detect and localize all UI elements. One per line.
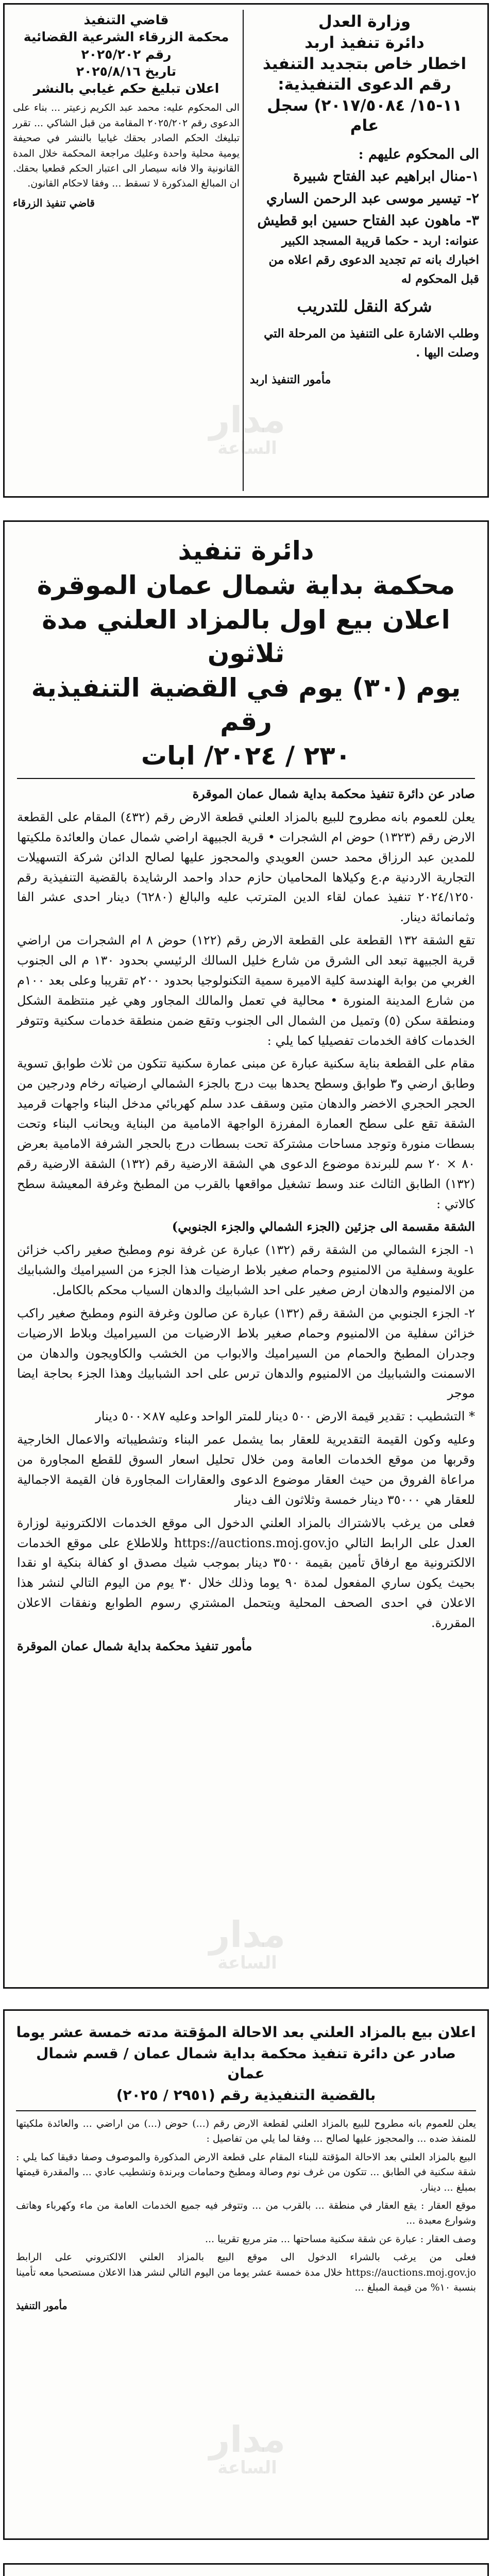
case-number: ١١-١٥/ ٢٠١٧/٥٠٨٤) سجل عام <box>267 96 462 135</box>
notice-3-paragraph-4: وصف العقار : عبارة عن شقة سكنية مساحتها ... متر مربع تقريبا ... <box>205 2233 476 2245</box>
paragraph-south-part: ٢- الجزء الجنوبي من الشقة رقم (١٣٢) عبارة عن صالون وغرفة النوم ومطبخ صغير راكب خزائن سفلية من الالمنيوم وحمام صغير بلاط الارضيات من السيراميك وبلاط الارضيات وجدران المطبخ والحمام من السيراميك والابواب من الخشب والكاويجون والدهان من الاسمنت والشبابيك من الالمنيوم والدهان ترس على احد الشبابيك وهذا الجزء بحاجة ايضا موجر <box>17 1306 476 1401</box>
paragraph-finish: * التشطيب : تقدير قيمة الارض ٥٠٠ دينار للمتر الواحد وعليه ٨٧×٥٠٠ دينار <box>95 1409 475 1424</box>
paragraph-parts: الشقة مقسمة الى جزئين (الجزء الشمالي والجزء الجنوبي) <box>172 1219 475 1234</box>
notice-1-signature: مأمور التنفيذ اربد <box>250 372 331 386</box>
column-divider <box>243 10 244 491</box>
notice-3-paragraph-2: البيع بالمزاد العلني بعد الاحالة المؤقتة للبناء المقام على قطعة الارض المذكورة والموصوف وصفا دقيقا كما يلي : شقة سكنية في الطابق ... تتكون من غرف نوم وصالة ومطبخ وحمامات وبرندة وتشطيب عادي ... والمقدرة قيمتها بمبلغ ... دينار. <box>16 2151 476 2193</box>
execution-dept-title: دائرة تنفيذ <box>178 536 314 566</box>
header-rule <box>17 778 475 779</box>
notice-3-rule <box>16 2110 476 2111</box>
notice-title: اخطار خاص بتجديد التنفيذ <box>262 54 467 73</box>
paragraph-valuation: وعليه وكون القيمة التقديرية للعقار بما يشمل عمر البناء وتشطيباته والاعمال الخارجية وقربها من موقع الخدمات العامة ومن خلال تحليل اسعار السوق للقطع المجاورة من مراعاة الفروق من حيث العقار موضوع الدعوى والعقارات المجاورة فان القيمة الاجمالية للعقار هي ٣٥٠٠٠ دينار خمسة وثلاثون الف دينار <box>17 1432 475 1507</box>
case-number: ٢٣٠ / ٢٠٢٤/ ابات <box>141 741 351 771</box>
notice-3-case-number: بالقضية التنفيذية رقم (٢٩٥١ / ٢٠٢٥) <box>116 2086 376 2104</box>
notice-3-title-line-2: صادر عن دائرة تنفيذ محكمة بداية شمال عمان / قسم شمال عمان <box>36 2045 456 2082</box>
judgment-number: رقم ٢٠٢٥/٢٠٢ <box>81 46 172 62</box>
paragraph-building: مقام على القطعة بناية سكنية عبارة عن مبنى عمارة سكنية تتكون من ثلاث طوابق تسوية وطابق ارضي و٣ طوابق وسطح يحدها بيت درج بالجزء الشمالي ارضياته رخام ودرجين من الحجر الحجري الاخضر والدهان متين وسقف عدد سلم كهربائي مدخل البناء واجهات قرميد الشقة تقع على سطح العمارة المفرزة الواجهة الامامية من البناية ويحانب البناء وتحت بسطات منورة وتوجد مساحات مشتركة تحت بسطات درج بالحجر الشرفة الامامية بعرض ٨٠ × ٢٠ سم للبرندة موضوع الدعوى هي الشقة الارضية رقم (١٣٢) الشقة الارضية رقم (١٣٢) الطابق الثالث عند وسط تشغيل مواقعها بالقرب من المطبخ وغرفة المعيشة سطح كالاتي : <box>17 1056 475 1211</box>
court-title: محكمة بداية شمال عمان الموقرة <box>37 570 455 600</box>
notice-1 <box>3 3 489 498</box>
court-judge-title: قاضي التنفيذ <box>83 12 169 27</box>
department-title: دائرة تنفيذ اربد <box>304 33 425 52</box>
paragraph-sale: يعلن للعموم بانه مطروح للبيع بالمزاد العلني قطعة الارض رقم (٤٣٢) المقام على القطعة الارض رقم (١٣٢٣) حوض ام الشجرات • قرية الجبيهة اراضي شمال عمان والعائدة ملكيتها للمدين عبد الرزاق محمد حسن العويدي والمحجوز عليها لصالح الدائن شركة التسهيلات التجارية الاردنية م.ع وكيلاها المحاميان حازم حداد واحمد الرشايدة بالقضية التنفيذية رقم ٢٠٢٤/١٢٥٠ تنفيذ عمان لقاء الدين المترتب عليه والبالغ (٦٢٨٠) دينار احدى عشر الفا وثمانمائة دينار. <box>17 809 475 925</box>
notice-3-paragraph-5: فعلى من يرغب بالشراء الدخول الى موقع البيع بالمزاد العلني الالكتروني على الرابط https://auctions.moj.gov.jo خلال مدة خمسة عشر يوما من اليوم التالي لنشر هذا الاعلان مستصحبا معه تأمينا بنسبة ١٠% من قيمة المبلغ ... <box>16 2251 476 2294</box>
creditor-name: شركة النقل للتدريب <box>297 297 432 316</box>
paragraph-north-part: ١- الجزء الشمالي من الشقة رقم (١٣٢) عبارة عن غرفة نوم ومطبخ صغير راكب خزائن علوية وسفلية من الالمنيوم وحمام صغير بلاط ارضيات هذا الجزء من السيراميك والشبابيك من الالمنيوم والدهان ارض صغير على احد الشبابيك والدهان السياب محكم بالكامل. <box>17 1243 475 1297</box>
case-number-label: رقم الدعوى التنفيذية: <box>278 75 451 94</box>
notice-3-auction <box>3 2009 489 2540</box>
notice-2-auction <box>3 520 489 1989</box>
notice-3-paragraph-3: موقع العقار : يقع العقار في منطقة ... بالقرب من ... وتتوفر فيه جميع الخدمات العامة من ماء وكهرباء وهاتف وشوارع معبدة ... <box>16 2199 476 2227</box>
notice-3-signature: مأمور التنفيذ <box>16 2300 67 2312</box>
paragraph-location: تقع الشقة ١٣٢ القطعة على القطعة الارض رقم (١٢٢) حوض ٨ ام الشجرات من اراضي قرية الجبيهة تبعد الى الشرق من شارع خليل السالك الرئيسي بحدود ١٣٠ م الى الجنوب الغربي من بوابة الهندسة كلية الاميرة سمية التكنولوجيا بحدود ٢٠٠م تقريبا وعلى بعد ١٠٠م من شارع المدينة المنورة • محالية في تعمل والمالك المجاور وهي غير منتظمة الشكل ومنطقة سكن (٥) وتميل من الشمال الى الجنوب وتقع ضمن منطقة خدمات سكنية وتتوفر الخدمات كافة الخدمات تفصيليا كما يلي : <box>17 933 476 1048</box>
judgment-notice-body: الى المحكوم عليه: محمد عبد الكريم زعيتر ... بناء على الدعوى رقم ٢٠٢٥/٢٠٢ المقامة من قبل الشاكي ... تقرر تبليغك الحكم الصادر بحقك غيابيا بالنشر في صحيفة يومية محلية واحدة وعليك مراجعة المحكمة خلال المدة القانونية والا فانه سيصار الى اعتبار الحكم قطعيا بحقك. ان المبالغ المذكورة لا تسقط ... وفقا لاحكام القانون. <box>13 102 240 190</box>
notice-4-auction <box>3 2563 489 2576</box>
judgment-notice-title: اعلان تبليغ حكم غيابي بالنشر <box>33 81 219 96</box>
renewal-text-2: وطلب الاشارة على التنفيذ من المرحلة التي وصلت اليها . <box>264 327 479 360</box>
auction-title-line-2: يوم (٣٠) يوم في القضية التنفيذية رقم <box>31 673 461 736</box>
paragraph-participation: فعلى من يرغب بالاشتراك بالمزاد العلني الدخول الى موقع الخدمات الالكترونية لوزارة العدل على الرابط التالي https://auctions.moj.gov.jo وللاطلاع على موقع الخدمات الالكترونية مع ارفاق تأمين بقيمة ٣٥٠٠ دينار بموجب شيك مصدق او كفالة بنكية او نقدا بحيث يكون ساري المفعول لمدة ٩٠ يوما وذلك خلال ٣٠ يوم من اليوم التالي لنشر هذا الاعلان في احدى الصحف المحلية ويتحمل المشتري رسوم الطوابع ونفقات الاعلان المقررة. <box>17 1515 476 1630</box>
notice-3-paragraph-1: يعلن للعموم بانه مطروح للبيع بالمزاد العلني لقطعة الارض رقم (...) حوض (...) من اراضي ... والعائدة ملكيتها للمنفذ ضده ... والمحجوز عليها لصالح ... وفقا لما يلي من تفاصيل : <box>16 2117 476 2145</box>
ministry-title: وزارة العدل <box>318 12 411 31</box>
issued-by: صادر عن دائرة تنفيذ محكمة بداية شمال عمان الموقرة <box>192 786 475 801</box>
court-name: محكمة الزرقاء الشرعية القضائية <box>23 29 229 45</box>
notice-1-left-column <box>10 5 243 496</box>
respondent-address: عنوانه: اربد - حكما قريبة المسجد الكبير <box>281 234 479 248</box>
notice-2-signature: مأمور تنفيذ محكمة بداية شمال عمان الموقرة <box>17 1638 252 1653</box>
notice-1-right-column <box>247 5 482 496</box>
respondents-label: الى المحكوم عليهم : <box>358 146 479 162</box>
respondent-1: ١-منال ابراهيم عبد الفتاح شبيرة <box>293 168 479 184</box>
auction-title-line-1: اعلان بيع اول بالمزاد العلني مدة ثلاثون <box>42 605 450 668</box>
respondent-3: ٣- ماهون عبد الفتاح حسين ابو قطيش <box>257 213 479 229</box>
renewal-text: اخبارك بانه تم تجديد الدعوى رقم اعلاه من قبل المحكوم له <box>268 253 479 286</box>
judgment-notice-signature: قاضي تنفيذ الزرقاء <box>13 196 95 209</box>
notice-3-title-line-1: اعلان بيع بالمزاد العلني بعد الاحالة المؤقتة مدته خمسة عشر يوما <box>16 2024 476 2041</box>
judgment-date: تاريخ ٢٠٢٥/٨/١٦ <box>76 63 177 79</box>
respondent-2: ٢- تيسير موسى عبد الرحمن الساري <box>266 190 479 207</box>
